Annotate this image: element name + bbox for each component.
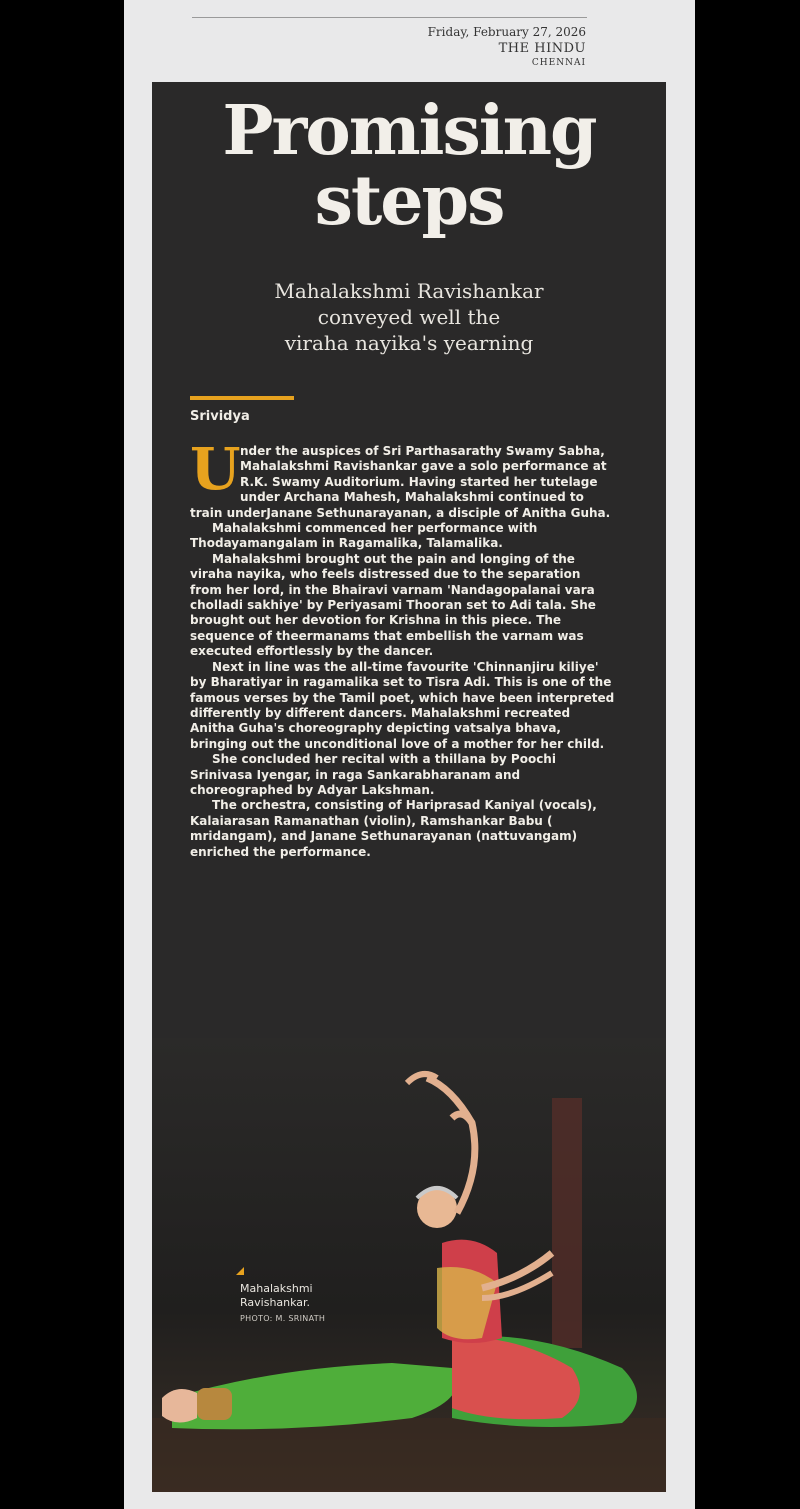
paragraph-3: Mahalakshmi brought out the pain and longing of the viraha nayika, who feels distressed due to the separation from her lord, in the Bhairavi varnam 'Nandagopalanai vara cholladi sakhiye' by Periyasami Thooran set to Adi tala. She brought out her devotion for Krishna in this piece. The sequence of theermanams that embellish the varnam was executed effortlessly by the dancer. [190, 551, 596, 659]
caption-line-1: Mahalakshmi [240, 1282, 313, 1295]
caption-marker [236, 1267, 244, 1275]
photo-credit: PHOTO: M. SRINATH [240, 1314, 326, 1323]
paragraph-5: She concluded her recital with a thillana by Poochi Srinivasa Iyengar, in raga Sankarabharanam and choreographed by Adyar Lakshman. [190, 752, 556, 797]
caption-line-2: Ravishankar. [240, 1296, 311, 1309]
edition-city: CHENNAI [531, 58, 586, 68]
dropcap: U [190, 435, 241, 503]
headline-line-1: Promising [222, 91, 596, 171]
paragraph-4: Next in line was the all-time favourite 'Chinnanjiru kiliye' by Bharatiyar in ragamalika set to Tisra Adi. This is one of the famous verses by the Tamil poet, which have been interpreted differently by different dancers. Mahalakshmi recreated Anitha Guha's choreography depicting vatsalya bhava, bringing out the unconditional love of a mother for her child. [190, 659, 615, 751]
paragraph-1 [190, 435, 616, 521]
deck-line-3: viraha nayika's yearning [284, 331, 534, 355]
photo-caption [240, 1282, 325, 1326]
headline-line-2: steps [314, 161, 504, 241]
top-rule [192, 17, 587, 18]
paragraph-1-text: nder the auspices of Sri Parthasarathy Swamy Sabha, Mahalakshmi Ravishankar gave a solo performance at R.K. Swamy Auditorium. Having started her tutelage under Archana Mahesh, Mahalakshmi continued to train underJanane Sethunarayanan, a disciple of Anitha Guha. [190, 444, 611, 520]
dancer-illustration [152, 1038, 666, 1492]
paragraph-2: Mahalakshmi commenced her performance with Thodayamangalam in Ragamalika, Talamalika. [190, 521, 538, 551]
dateline [428, 24, 586, 69]
paragraph-6: The orchestra, consisting of Hariprasad Kaniyal (vocals), Kalaiarasan Ramanathan (violin), Ramshankar Babu ( mridangam), and Janane Sethunarayanan (nattuvangam) enriched the performance. [190, 798, 597, 859]
byline: Srividya [190, 409, 250, 424]
subheadline [192, 278, 626, 356]
dancer-photo [152, 1038, 666, 1492]
article-body [190, 435, 616, 860]
deck-line-2: conveyed well the [317, 305, 501, 329]
issue-date: Friday, February 27, 2026 [427, 25, 586, 39]
article-panel [152, 82, 666, 1492]
headline [152, 91, 666, 241]
deck-line-1: Mahalakshmi Ravishankar [274, 279, 544, 303]
accent-bar [190, 396, 294, 400]
newspaper-name: THE HINDU [498, 41, 586, 56]
